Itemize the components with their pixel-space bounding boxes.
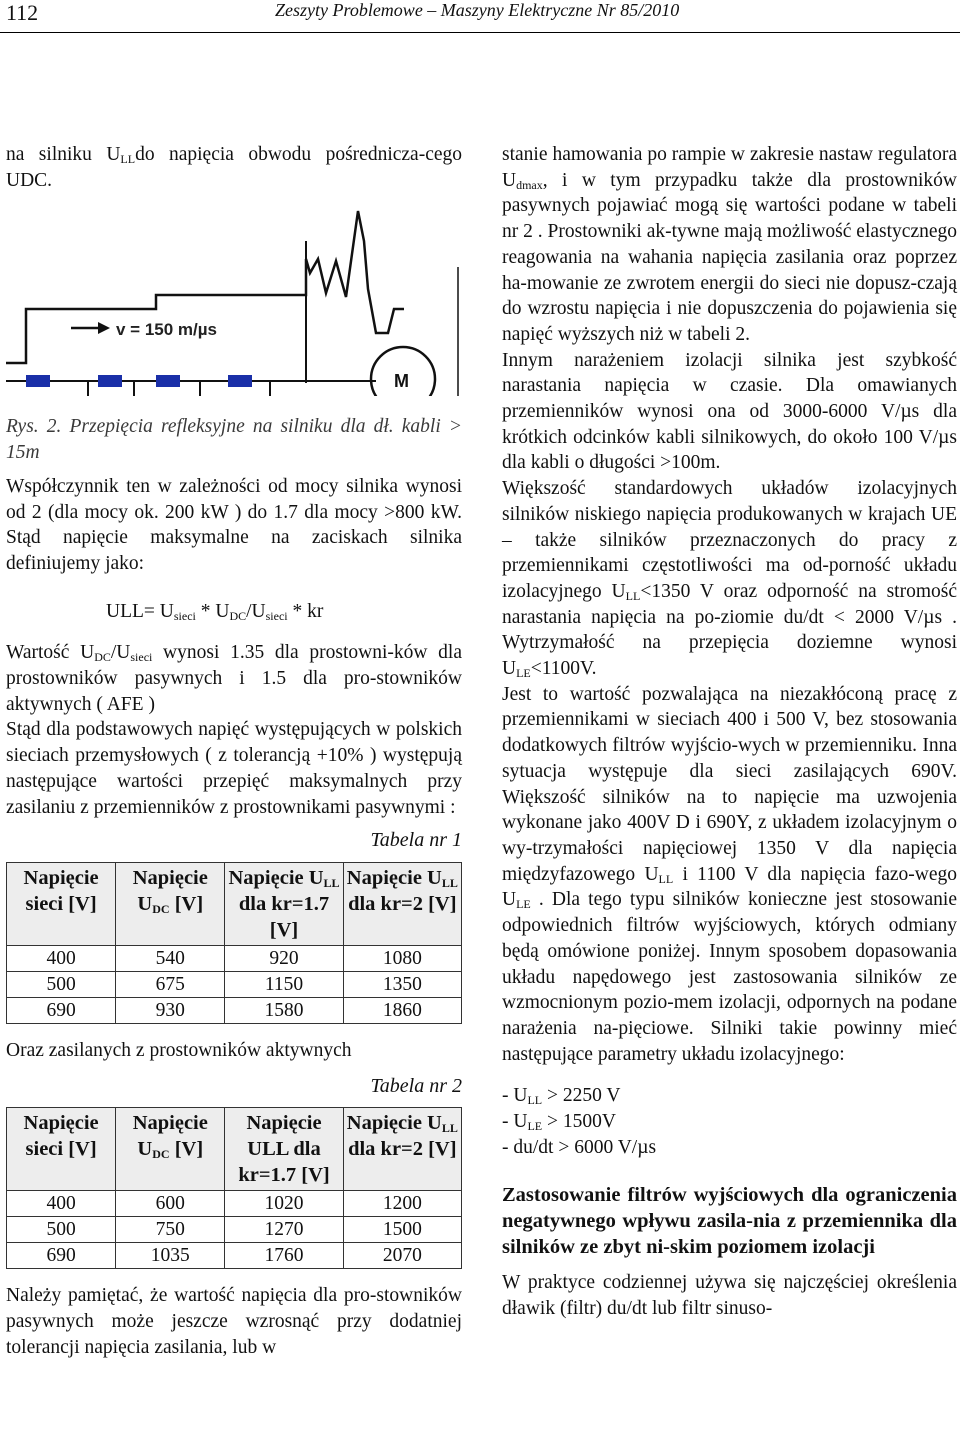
table-row [7, 945, 462, 971]
section-heading: Zastosowanie filtrów wyjściowych dla ograniczenia negatywnego wpływu zasila-nia z przemiennika dla silników ze zbyt ni-skim poziomem izolacji [502, 1184, 957, 1259]
reflection-diagram-svg [6, 201, 462, 396]
paragraph-braking: stanie hamowania po rampie w zakresie nastaw regulatora $U_{dmax}$, i w tym przypadku także dla prostowników pasywnych pojawiać mogą się wartości podane w tabeli nr 2 . Prostowniki ak-tywne mają możliwość elastycznego reagowania na wahania napięcia zasilania oraz poprzez ha-mowanie ze zwrotem energii do sieci nie dopusz-czają do wzrostu napięcia i nie dopuszczenia do pojawienia się napięć wyższych niż w tabeli 2. [502, 144, 957, 345]
table-cell: 1760 [225, 1243, 343, 1269]
table-cell: 675 [116, 971, 225, 997]
table-cell: 930 [116, 997, 225, 1023]
table-cell: 1350 [343, 971, 461, 997]
table-cell: 540 [116, 945, 225, 971]
table-cell: 1020 [225, 1191, 343, 1217]
figure-reflection-diagram [6, 201, 462, 396]
table-cell: 400 [7, 945, 116, 971]
table2-label: Tabela nr 2 [370, 1074, 462, 1097]
table-cell: 2070 [343, 1243, 461, 1269]
table1-header-row [7, 862, 462, 945]
table-cell: 1080 [343, 945, 461, 971]
table-cell: 690 [7, 997, 116, 1023]
table2-header-sieci: Napięcie sieci [V] [7, 1108, 116, 1191]
table-row [7, 1191, 462, 1217]
table2-header-udc: Napięcie $U_{DC}$ [V] [116, 1108, 225, 1191]
table-cell: 1270 [225, 1217, 343, 1243]
page-number: 112 [6, 0, 39, 25]
journal-title: Zeszyty Problemowe – Maszyny Elektryczne Nr 85/2010 [275, 0, 680, 20]
table-cell: 1150 [225, 971, 343, 997]
figure-caption: Rys. 2. Przepięcia refleksyjne na silniku dla dł. kabli > 15m [6, 416, 462, 464]
intro-paragraph: na silniku $U_{LL}do$ napięcia obwodu pośrednicza-cego UDC. [6, 144, 462, 191]
paragraph-coefficient: Współczynnik ten w zależności od mocy silnika wynosi od 2 (dla mocy ok. 200 kW ) do 1.7 dla mocy >800 kW. Stąd napięcie maksymalne na zaciskach silnika definiujemy jako: [6, 475, 462, 574]
paragraph-active-rectifiers: Oraz zasilanych z prostowników aktywnych [6, 1039, 352, 1061]
list-item: - $U_{LE} > 1500V$ [502, 1111, 616, 1134]
table1-header-udc: Napięcie $U_{DC}$ [V] [116, 862, 225, 945]
table-row [7, 971, 462, 997]
insulation-parameter-list [502, 1083, 957, 1160]
list-item: - du/dt > 6000 V/µs [502, 1136, 657, 1158]
paragraph-filters: W praktyce codziennej używa się najczęściej określenia dławik (filtr) du/dt lub filtr sinuso- [502, 1272, 957, 1320]
table-row [7, 997, 462, 1023]
table-cell: 750 [116, 1217, 225, 1243]
table1-header-ull2: Napięcie $U_{LL}$ dla kr=2 [V] [343, 862, 461, 945]
table-row [7, 1217, 462, 1243]
list-item: - $U_{LL} > 2250$ V [502, 1085, 621, 1108]
header-rule [0, 32, 960, 33]
table-cell: 1580 [225, 997, 343, 1023]
paragraph-insulation: Większość standardowych układów izolacyjnych silników niskiego napięcia produkowanych w krajach UE – także silników przeznaczonych do pracy z przemiennikami częstotliwości ma od-porność układu izolacyjnego $U_{LL}<1350$ V oraz odporność na stromość narastania napięcia na po-ziomie du/dt < 2000 V/µs . Wytrzymałość na przepięcia doziemne wynosi $U_{LE}<1100V$. [502, 478, 957, 681]
table-cell: 600 [116, 1191, 225, 1217]
table-cell: 1200 [343, 1191, 461, 1217]
table-1 [6, 862, 462, 1024]
table-cell: 500 [7, 1217, 116, 1243]
velocity-label: v = 150 m/µs [116, 320, 218, 340]
table-cell: 1860 [343, 997, 461, 1023]
paragraph-tolerance-note: Należy pamiętać, że wartość napięcia dla pro-stowników pasywnych może jeszcze wzrosnąć przy dodatniej tolerancji napięcia zasilania, lub w [6, 1285, 462, 1358]
table-cell: 1500 [343, 1217, 461, 1243]
left-column [6, 142, 462, 1360]
page-header [0, 0, 960, 32]
paragraph-690v: Jest to wartość pozwalająca na niezakłóconą pracę z przemiennikami w sieciach 400 i 500 V, bez stosowania dodatkowych filtrów wyjścio-wych w przemienniku. Inna sytuacja występuje dla sieci zasilających 690V. Większość silników na to napięcie ma uzwojenia wykonane jako 400V D i 690Y, z układem izolacyjnym o wy-trzymałości napięciowej 1350 V dla napięcia międzyfazowego $U_{LL}$ i 1100 V dla napięcia fazo-wego $U_{LE}$ . Dla tego typu silników konieczne jest stosowanie odpowiednich filtrów wyjściowych, których odmiany będą omówione poniżej. Innym sposobem dopasowania układu napędowego jest zastosowania silników ze wzmocnionym pozio-mem izolacji, odpornych na podane narażenia na-pięciowe. Silniki takie powinny mieć następujące parametry układu izolacyjnego: [502, 683, 957, 1065]
table-row [7, 1243, 462, 1269]
table-cell: 1035 [116, 1243, 225, 1269]
motor-label: M [394, 371, 409, 392]
table-cell: 920 [225, 945, 343, 971]
table-cell: 690 [7, 1243, 116, 1269]
formula-ull: $ULL= U_{sieci} * U_{DC}/U_{sieci}$ * kr [106, 600, 324, 623]
right-column [502, 142, 957, 1322]
table1-label: Tabela nr 1 [370, 829, 462, 852]
paragraph-dvdt: Innym narażeniem izolacji silnika jest szybkość narastania napięcia w czasie. Dla omawianych przemienników wynosi ona od 3000-6000 V/µs dla krótkich odcinków kabli silnikowych, do około 100 V/µs dla kabli o długości >100m. [502, 349, 957, 474]
table-2 [6, 1107, 462, 1269]
table2-header-row [7, 1108, 462, 1191]
paragraph-polish-networks: Stąd dla podstawowych napięć występujących w polskich sieciach przemysłowych ( z tolerancją +10% ) występują następujące wartości przepięć maksymalnych przy zasilaniu z przemienników z prostownikami pasywnymi : [6, 719, 462, 818]
paragraph-udc-ratio: Wartość $U_{DC}/U_{sieci}$ wynosi 1.35 dla prostowni-ków dla prostowników pasywnych i 1.5 dla pro-stowników aktywnych ( AFE ) [6, 642, 462, 715]
table-cell: 400 [7, 1191, 116, 1217]
table1-header-ull17: Napięcie $U_{LL}$ dla kr=1.7 [V] [225, 862, 343, 945]
table2-header-ull2: Napięcie $U_{LL}$ dla kr=2 [V] [343, 1108, 461, 1191]
table2-header-ull17: Napięcie ULL dla kr=1.7 [V] [225, 1108, 343, 1191]
table1-header-sieci: Napięcie sieci [V] [7, 862, 116, 945]
table-cell: 500 [7, 971, 116, 997]
